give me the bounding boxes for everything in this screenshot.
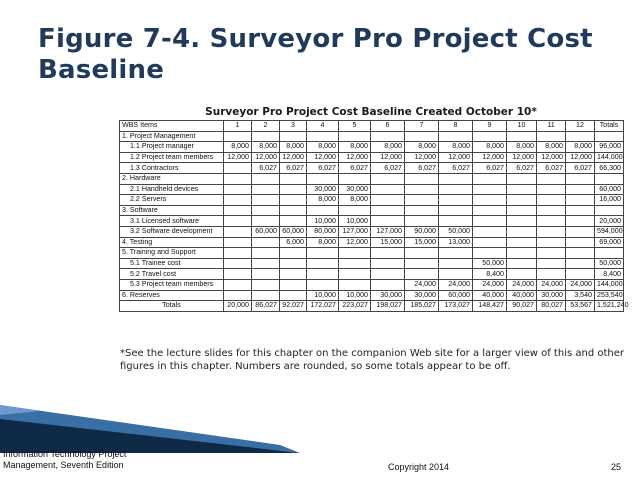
cost-cell xyxy=(473,195,507,206)
wbs-item-label: 2. Hardware xyxy=(120,173,224,184)
cost-cell xyxy=(507,173,537,184)
cost-baseline-table xyxy=(119,120,629,312)
cost-cell: 8,000 xyxy=(566,142,595,153)
cost-cell xyxy=(339,205,371,216)
cost-cell: 60,000 xyxy=(252,226,280,237)
cost-cell: 10,000 xyxy=(307,290,339,301)
cost-cell xyxy=(339,269,371,280)
cost-cell xyxy=(439,173,473,184)
cost-cell: 6,027 xyxy=(507,163,537,174)
cost-cell xyxy=(307,279,339,290)
footer-book-line-2: Management, Seventh Edition xyxy=(3,460,124,470)
cost-cell: 12,000 xyxy=(405,152,439,163)
cost-cell xyxy=(405,184,439,195)
cost-cell xyxy=(595,248,624,259)
total-cell: 173,027 xyxy=(439,301,473,312)
cost-cell xyxy=(339,258,371,269)
cost-cell xyxy=(507,195,537,206)
cost-baseline-figure xyxy=(119,104,629,312)
cost-cell: 30,000 xyxy=(307,184,339,195)
cost-cell xyxy=(566,216,595,227)
cost-cell: 144,000 xyxy=(595,152,624,163)
cost-cell xyxy=(307,269,339,280)
cost-cell: 24,000 xyxy=(507,279,537,290)
slide-title-line-1: Figure 7-4. Surveyor Pro Project Cost xyxy=(38,24,593,54)
cost-cell: 8,000 xyxy=(405,142,439,153)
cost-cell: 127,000 xyxy=(371,226,405,237)
cost-cell: 6,027 xyxy=(439,163,473,174)
cost-cell xyxy=(537,226,566,237)
cost-cell xyxy=(473,205,507,216)
cost-cell xyxy=(252,290,280,301)
cost-cell: 10,000 xyxy=(339,290,371,301)
total-cell: 92,027 xyxy=(280,301,307,312)
column-header: 1 xyxy=(224,121,252,132)
cost-cell xyxy=(280,184,307,195)
cost-cell: 6,027 xyxy=(307,163,339,174)
cost-cell xyxy=(537,258,566,269)
total-cell: 53,567 xyxy=(566,301,595,312)
cost-cell xyxy=(405,131,439,142)
cost-cell: 127,000 xyxy=(339,226,371,237)
cost-cell xyxy=(439,184,473,195)
cost-cell: 15,000 xyxy=(405,237,439,248)
cost-cell: 50,000 xyxy=(595,258,624,269)
cost-cell: 594,000 xyxy=(595,226,624,237)
cost-cell xyxy=(339,248,371,259)
cost-cell xyxy=(371,248,405,259)
wbs-item-label: 2.1 Handheld devices xyxy=(120,184,224,195)
cost-cell xyxy=(252,216,280,227)
cost-cell xyxy=(252,184,280,195)
cost-cell xyxy=(371,258,405,269)
cost-cell xyxy=(439,131,473,142)
column-header: 12 xyxy=(566,121,595,132)
cost-cell xyxy=(280,269,307,280)
cost-cell xyxy=(280,258,307,269)
cost-cell: 24,000 xyxy=(473,279,507,290)
table-row xyxy=(120,269,624,280)
cost-cell xyxy=(371,279,405,290)
total-cell: 1,521,240 xyxy=(595,301,624,312)
cost-cell xyxy=(537,173,566,184)
cost-cell xyxy=(339,173,371,184)
table-row xyxy=(120,131,624,142)
cost-cell xyxy=(566,258,595,269)
column-header: 8 xyxy=(439,121,473,132)
cost-cell xyxy=(224,184,252,195)
slide-title xyxy=(38,24,598,86)
cost-cell xyxy=(224,205,252,216)
wbs-item-label: 5.1 Trainee cost xyxy=(120,258,224,269)
cost-cell: 30,000 xyxy=(371,290,405,301)
cost-cell xyxy=(280,173,307,184)
cost-cell: 12,000 xyxy=(537,152,566,163)
cost-cell: 6,027 xyxy=(280,163,307,174)
table-header-row xyxy=(120,121,624,132)
cost-cell xyxy=(537,184,566,195)
cost-cell xyxy=(405,258,439,269)
cost-cell xyxy=(507,237,537,248)
cost-cell: 8,000 xyxy=(339,195,371,206)
cost-cell xyxy=(537,269,566,280)
cost-cell xyxy=(405,205,439,216)
cost-cell xyxy=(252,269,280,280)
cost-cell xyxy=(439,216,473,227)
cost-cell: 8,400 xyxy=(473,269,507,280)
column-header: 4 xyxy=(307,121,339,132)
cost-cell xyxy=(224,195,252,206)
cost-cell: 12,000 xyxy=(224,152,252,163)
cost-cell: 90,000 xyxy=(405,226,439,237)
column-header: 5 xyxy=(339,121,371,132)
cost-cell xyxy=(224,226,252,237)
cost-cell: 12,000 xyxy=(473,152,507,163)
cost-cell: 12,000 xyxy=(280,152,307,163)
page-number: 25 xyxy=(611,462,622,472)
cost-cell: 3,540 xyxy=(566,290,595,301)
cost-cell xyxy=(537,248,566,259)
cost-cell: 12,000 xyxy=(252,152,280,163)
wbs-item-label: 1.2 Project team members xyxy=(120,152,224,163)
cost-cell: 8,000 xyxy=(252,142,280,153)
cost-cell: 24,000 xyxy=(439,279,473,290)
cost-cell xyxy=(507,248,537,259)
cost-cell xyxy=(405,216,439,227)
slide-title-line-2: Baseline xyxy=(38,55,165,85)
cost-cell xyxy=(473,216,507,227)
table-row xyxy=(120,142,624,153)
cost-cell xyxy=(595,131,624,142)
wbs-item-label: 5.3 Project team members xyxy=(120,279,224,290)
cost-cell: 8,000 xyxy=(224,142,252,153)
cost-cell xyxy=(507,258,537,269)
cost-cell xyxy=(405,269,439,280)
cost-cell: 30,000 xyxy=(405,290,439,301)
cost-cell xyxy=(537,237,566,248)
cost-cell xyxy=(473,248,507,259)
cost-cell xyxy=(307,205,339,216)
column-header: Totals xyxy=(595,121,624,132)
footer-book-title xyxy=(3,449,126,471)
column-header: 7 xyxy=(405,121,439,132)
column-header: 11 xyxy=(537,121,566,132)
cost-cell xyxy=(507,205,537,216)
total-cell: 80,027 xyxy=(537,301,566,312)
footer-copyright: Copyright 2014 xyxy=(388,462,450,472)
cost-cell xyxy=(280,248,307,259)
cost-cell xyxy=(537,216,566,227)
totals-row xyxy=(120,301,624,312)
cost-cell: 10,000 xyxy=(307,216,339,227)
cost-cell: 12,000 xyxy=(339,237,371,248)
cost-cell xyxy=(473,226,507,237)
cost-cell xyxy=(252,195,280,206)
cost-cell xyxy=(371,173,405,184)
total-cell: 20,000 xyxy=(224,301,252,312)
cost-cell xyxy=(252,131,280,142)
cost-cell xyxy=(280,205,307,216)
cost-cell xyxy=(280,216,307,227)
cost-cell xyxy=(371,216,405,227)
cost-cell xyxy=(371,269,405,280)
cost-cell: 8,000 xyxy=(307,195,339,206)
column-header: 9 xyxy=(473,121,507,132)
cost-cell xyxy=(439,195,473,206)
cost-cell: 20,000 xyxy=(595,216,624,227)
wbs-item-label: 1. Project Management xyxy=(120,131,224,142)
wbs-item-label: 4. Testing xyxy=(120,237,224,248)
cost-cell xyxy=(507,184,537,195)
cost-cell xyxy=(224,279,252,290)
cost-cell: 8,000 xyxy=(537,142,566,153)
cost-cell xyxy=(405,173,439,184)
cost-cell: 8,000 xyxy=(339,142,371,153)
cost-cell: 30,000 xyxy=(339,184,371,195)
cost-cell: 60,000 xyxy=(439,290,473,301)
cost-cell: 12,000 xyxy=(307,152,339,163)
column-header: 3 xyxy=(280,121,307,132)
cost-cell: 8,000 xyxy=(307,237,339,248)
cost-cell xyxy=(566,184,595,195)
cost-cell xyxy=(439,258,473,269)
cost-cell: 40,000 xyxy=(507,290,537,301)
cost-cell: 6,027 xyxy=(537,163,566,174)
cost-cell xyxy=(224,163,252,174)
wbs-item-label: 3.2 Software development xyxy=(120,226,224,237)
total-cell: 86,027 xyxy=(252,301,280,312)
cost-cell: 144,000 xyxy=(595,279,624,290)
cost-cell: 69,000 xyxy=(595,237,624,248)
cost-cell: 6,027 xyxy=(371,163,405,174)
cost-cell: 8,000 xyxy=(507,142,537,153)
wbs-item-label: 5. Training and Support xyxy=(120,248,224,259)
table-row xyxy=(120,226,624,237)
cost-cell: 6,000 xyxy=(280,237,307,248)
footer-book-line-1: Information Technology Project xyxy=(3,449,127,459)
cost-cell: 50,000 xyxy=(439,226,473,237)
cost-cell xyxy=(405,195,439,206)
table-row xyxy=(120,237,624,248)
table-row xyxy=(120,248,624,259)
cost-cell xyxy=(280,290,307,301)
cost-cell: 6,027 xyxy=(252,163,280,174)
cost-cell: 10,000 xyxy=(339,216,371,227)
cost-cell xyxy=(371,131,405,142)
footer-decoration xyxy=(0,405,300,453)
cost-cell: 50,000 xyxy=(473,258,507,269)
wbs-item-label: 2.2 Servers xyxy=(120,195,224,206)
cost-cell: 253,540 xyxy=(595,290,624,301)
cost-cell xyxy=(371,195,405,206)
cost-cell xyxy=(566,248,595,259)
wbs-item-label: 1.3 Contractors xyxy=(120,163,224,174)
cost-cell: 6,027 xyxy=(473,163,507,174)
table-row xyxy=(120,205,624,216)
cost-cell xyxy=(473,184,507,195)
cost-cell xyxy=(339,279,371,290)
column-header: WBS Items xyxy=(120,121,224,132)
cost-cell xyxy=(280,131,307,142)
table-row xyxy=(120,279,624,290)
cost-cell xyxy=(537,195,566,206)
cost-cell: 8,400 xyxy=(595,269,624,280)
cost-cell xyxy=(224,131,252,142)
cost-cell xyxy=(224,290,252,301)
cost-cell xyxy=(473,131,507,142)
wbs-item-label: 1.1 Project manager xyxy=(120,142,224,153)
cost-cell xyxy=(224,173,252,184)
total-cell: 172,027 xyxy=(307,301,339,312)
table-row xyxy=(120,152,624,163)
cost-cell: 30,000 xyxy=(537,290,566,301)
table-row xyxy=(120,290,624,301)
cost-cell: 12,000 xyxy=(339,152,371,163)
cost-cell xyxy=(566,173,595,184)
cost-cell xyxy=(507,269,537,280)
cost-cell: 60,000 xyxy=(595,184,624,195)
cost-cell: 13,000 xyxy=(439,237,473,248)
cost-cell: 16,000 xyxy=(595,195,624,206)
cost-cell xyxy=(537,131,566,142)
cost-cell: 6,027 xyxy=(566,163,595,174)
cost-cell xyxy=(595,173,624,184)
cost-cell xyxy=(566,195,595,206)
cost-cell xyxy=(507,226,537,237)
cost-cell: 96,000 xyxy=(595,142,624,153)
cost-cell xyxy=(566,237,595,248)
table-body xyxy=(120,121,629,312)
cost-cell xyxy=(224,248,252,259)
cost-cell xyxy=(252,248,280,259)
cost-cell: 24,000 xyxy=(537,279,566,290)
total-cell: 185,027 xyxy=(405,301,439,312)
cost-cell xyxy=(307,248,339,259)
cost-cell: 15,000 xyxy=(371,237,405,248)
cost-cell xyxy=(566,226,595,237)
table-row xyxy=(120,216,624,227)
cost-cell: 6,027 xyxy=(405,163,439,174)
cost-cell: 6,027 xyxy=(339,163,371,174)
cost-cell: 8,000 xyxy=(280,142,307,153)
table-row xyxy=(120,258,624,269)
wbs-item-label: 5.2 Travel cost xyxy=(120,269,224,280)
cost-cell: 60,000 xyxy=(280,226,307,237)
table-row xyxy=(120,173,624,184)
cost-cell xyxy=(339,131,371,142)
cost-cell xyxy=(566,131,595,142)
cost-cell xyxy=(371,205,405,216)
cost-cell xyxy=(307,173,339,184)
totals-label: Totals xyxy=(120,301,224,312)
cost-cell: 12,000 xyxy=(439,152,473,163)
cost-cell xyxy=(439,269,473,280)
cost-cell xyxy=(224,216,252,227)
cost-cell xyxy=(252,237,280,248)
cost-cell xyxy=(252,205,280,216)
table-row xyxy=(120,163,624,174)
cost-cell xyxy=(473,173,507,184)
cost-cell: 8,000 xyxy=(439,142,473,153)
cost-cell: 8,000 xyxy=(371,142,405,153)
table-row xyxy=(120,195,624,206)
table-title: Surveyor Pro Project Cost Baseline Created October 10* xyxy=(205,106,537,118)
cost-cell: 12,000 xyxy=(507,152,537,163)
cost-cell xyxy=(507,131,537,142)
cost-cell xyxy=(439,205,473,216)
column-header: 6 xyxy=(371,121,405,132)
column-header: 10 xyxy=(507,121,537,132)
cost-cell xyxy=(595,205,624,216)
cost-cell: 66,300 xyxy=(595,163,624,174)
cost-cell xyxy=(252,258,280,269)
total-cell: 90,027 xyxy=(507,301,537,312)
cost-cell xyxy=(224,269,252,280)
total-cell: 198,027 xyxy=(371,301,405,312)
cost-cell: 24,000 xyxy=(566,279,595,290)
wbs-item-label: 6. Reserves xyxy=(120,290,224,301)
cost-cell: 24,000 xyxy=(405,279,439,290)
cost-cell: 80,000 xyxy=(307,226,339,237)
column-header: 2 xyxy=(252,121,280,132)
cost-cell xyxy=(307,258,339,269)
wbs-item-label: 3. Software xyxy=(120,205,224,216)
cost-cell xyxy=(439,248,473,259)
footnote: *See the lecture slides for this chapter on the companion Web site for a larger view of this and other figures in this chapter. Numbers are rounded, so some totals appear to be off. xyxy=(120,348,624,372)
cost-cell: 40,000 xyxy=(473,290,507,301)
total-cell: 148,427 xyxy=(473,301,507,312)
cost-cell xyxy=(224,258,252,269)
cost-cell xyxy=(252,279,280,290)
cost-cell xyxy=(473,237,507,248)
table-row xyxy=(120,184,624,195)
cost-cell xyxy=(280,279,307,290)
cost-cell: 12,000 xyxy=(566,152,595,163)
cost-cell xyxy=(371,184,405,195)
cost-cell: 8,000 xyxy=(307,142,339,153)
cost-cell xyxy=(566,205,595,216)
cost-cell xyxy=(280,195,307,206)
cost-cell: 12,000 xyxy=(371,152,405,163)
cost-cell: 8,000 xyxy=(473,142,507,153)
cost-cell xyxy=(507,216,537,227)
cost-cell xyxy=(224,237,252,248)
cost-cell xyxy=(307,131,339,142)
cost-cell xyxy=(405,248,439,259)
wbs-item-label: 3.1 Licensed software xyxy=(120,216,224,227)
cost-cell xyxy=(566,269,595,280)
total-cell: 223,027 xyxy=(339,301,371,312)
cost-cell xyxy=(252,173,280,184)
cost-cell xyxy=(537,205,566,216)
